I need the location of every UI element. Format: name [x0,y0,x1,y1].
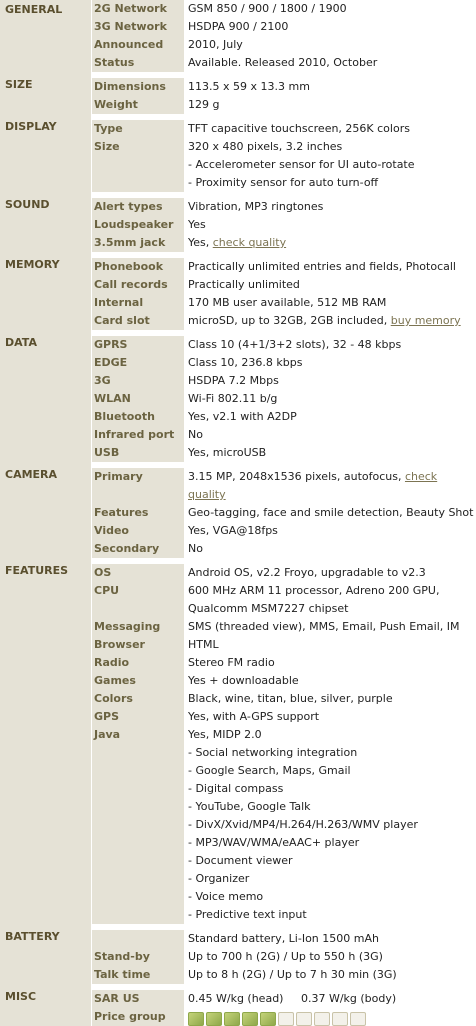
spec-row [0,561,476,582]
spec-row [0,333,476,354]
spec-label[interactable]: USB [92,444,185,465]
spec-value: 2010, July [184,36,476,54]
spec-value: Yes, VGA@18fps [184,522,476,540]
spec-label[interactable]: 3G [92,372,185,390]
spec-label[interactable]: Weight [92,96,185,117]
spec-extra-item: - Google Search, Maps, Gmail [188,764,351,777]
spec-value [184,234,476,255]
spec-extra-item: - Document viewer [188,854,293,867]
spec-extra-item: - Accelerometer sensor for UI auto-rotate [188,158,415,171]
spec-label[interactable]: Primary [92,465,185,504]
check-quality-link[interactable]: check quality [188,470,438,501]
spec-extra-item: - Organizer [188,872,250,885]
spec-label[interactable]: Infrared port [92,426,185,444]
spec-value-line: Qualcomm MSM7227 chipset [188,602,349,615]
spec-label-empty [92,156,185,195]
spec-label[interactable]: Talk time [92,966,185,987]
price-group-rating [188,1012,366,1026]
spec-value: Yes [184,216,476,234]
section-title-battery: BATTERY [0,927,92,987]
spec-extra-item: - Social networking integration [188,746,358,759]
section-title-general: GENERAL [0,0,92,75]
spec-label[interactable]: Announced [92,36,185,54]
spec-value: Android OS, v2.2 Froyo, upgradable to v2.3 [184,561,476,582]
spec-row [0,987,476,1008]
section-title-size: SIZE [0,75,92,117]
spec-extra-list [184,744,476,927]
section-title-memory: MEMORY [0,255,92,333]
spec-label[interactable]: WLAN [92,390,185,408]
spec-label[interactable]: Messaging [92,618,185,636]
spec-value [184,312,476,333]
spec-label[interactable]: Type [92,117,185,138]
spec-extra-item: - Proximity sensor for auto turn-off [188,176,379,189]
spec-value: HTML [184,636,476,654]
spec-label[interactable]: Size [92,138,185,156]
spec-value: Yes, with A-GPS support [184,708,476,726]
spec-label[interactable]: Bluetooth [92,408,185,426]
section-title-display: DISPLAY [0,117,92,195]
spec-label[interactable]: CPU [92,582,185,618]
spec-extra-item: - DivX/Xvid/MP4/H.264/H.263/WMV player [188,818,418,831]
spec-label[interactable]: Alert types [92,195,185,216]
spec-label-empty [92,927,185,948]
spec-value: Yes, v2.1 with A2DP [184,408,476,426]
price-box-filled-icon [224,1012,240,1026]
spec-extra-list [184,156,476,195]
spec-value: Class 10 (4+1/3+2 slots), 32 - 48 kbps [184,333,476,354]
spec-label[interactable]: OS [92,561,185,582]
price-box-filled-icon [206,1012,222,1026]
spec-value: Up to 8 h (2G) / Up to 7 h 30 min (3G) [184,966,476,987]
check-quality-link[interactable]: check quality [212,236,287,249]
price-box-empty-icon [350,1012,366,1026]
spec-value: 320 x 480 pixels, 3.2 inches [184,138,476,156]
spec-row [0,255,476,276]
section-title-misc: MISC [0,987,92,1026]
spec-label[interactable]: Java [92,726,185,744]
spec-value-line: 600 MHz ARM 11 processor, Adreno 200 GPU, [188,584,440,597]
spec-value: Practically unlimited [184,276,476,294]
spec-extra-item: - Voice memo [188,890,264,903]
section-title-features: FEATURES [0,561,92,927]
spec-value: Yes + downloadable [184,672,476,690]
spec-label[interactable]: Video [92,522,185,540]
spec-row [0,465,476,504]
spec-value [184,465,476,504]
spec-row [0,927,476,948]
section-title-camera: CAMERA [0,465,92,561]
spec-label[interactable]: Dimensions [92,75,185,96]
spec-label[interactable]: Card slot [92,312,185,333]
spec-label[interactable]: GPS [92,708,185,726]
spec-label[interactable]: Price group [92,1008,185,1026]
spec-label[interactable]: EDGE [92,354,185,372]
spec-extra-item: - MP3/WAV/WMA/eAAC+ player [188,836,360,849]
spec-value: Geo-tagging, face and smile detection, Beauty Shot [184,504,476,522]
spec-value: Standard battery, Li-Ion 1500 mAh [184,927,476,948]
spec-value: 170 MB user available, 512 MB RAM [184,294,476,312]
spec-value-text: Yes, [188,236,213,249]
price-box-empty-icon [278,1012,294,1026]
spec-label[interactable]: SAR US [92,987,185,1008]
spec-value: Stereo FM radio [184,654,476,672]
spec-value: Wi-Fi 802.11 b/g [184,390,476,408]
spec-value: Yes, microUSB [184,444,476,465]
price-box-empty-icon [332,1012,348,1026]
price-group-value [184,1008,476,1026]
spec-value [184,582,476,618]
spec-extra-item: - Predictive text input [188,908,307,921]
spec-value-text: 3.15 MP, 2048x1536 pixels, autofocus, [188,470,405,483]
spec-label[interactable]: Games [92,672,185,690]
spec-extra-item: - YouTube, Google Talk [188,800,311,813]
spec-row [0,75,476,96]
spec-value: 0.45 W/kg (head) 0.37 W/kg (body) [184,987,476,1008]
spec-value: Vibration, MP3 ringtones [184,195,476,216]
spec-value: Available. Released 2010, October [184,54,476,75]
spec-value: Up to 700 h (2G) / Up to 550 h (3G) [184,948,476,966]
spec-label[interactable]: 3G Network [92,18,185,36]
spec-value: TFT capacitive touchscreen, 256K colors [184,117,476,138]
spec-label[interactable]: 2G Network [92,0,185,18]
price-box-filled-icon [188,1012,204,1026]
spec-row [0,0,476,18]
spec-row [0,117,476,138]
section-title-data: DATA [0,333,92,465]
spec-row [0,195,476,216]
spec-extra-item: - Digital compass [188,782,284,795]
spec-label[interactable]: Phonebook [92,255,185,276]
spec-value: SMS (threaded view), MMS, Email, Push Email, IM [184,618,476,636]
spec-label[interactable]: Internal [92,294,185,312]
spec-label[interactable]: Radio [92,654,185,672]
buy-memory-link[interactable]: buy memory [390,314,461,327]
spec-label[interactable]: Features [92,504,185,522]
spec-label[interactable]: Colors [92,690,185,708]
section-title-sound: SOUND [0,195,92,255]
spec-label-empty [92,744,185,927]
spec-value: No [184,426,476,444]
spec-label[interactable]: Stand-by [92,948,185,966]
spec-value: Black, wine, titan, blue, silver, purple [184,690,476,708]
spec-value: HSDPA 900 / 2100 [184,18,476,36]
spec-value: 129 g [184,96,476,117]
spec-value-text: microSD, up to 32GB, 2GB included, [188,314,391,327]
spec-value: No [184,540,476,561]
spec-value: HSDPA 7.2 Mbps [184,372,476,390]
spec-label[interactable]: Secondary [92,540,185,561]
price-box-filled-icon [242,1012,258,1026]
spec-value: Yes, MIDP 2.0 [184,726,476,744]
spec-value: GSM 850 / 900 / 1800 / 1900 [184,0,476,18]
price-box-empty-icon [314,1012,330,1026]
spec-label[interactable]: GPRS [92,333,185,354]
spec-value: Practically unlimited entries and fields, Photocall [184,255,476,276]
spec-label[interactable]: Status [92,54,185,75]
spec-value: Class 10, 236.8 kbps [184,354,476,372]
spec-value: 113.5 x 59 x 13.3 mm [184,75,476,96]
spec-label[interactable]: Browser [92,636,185,654]
spec-label[interactable]: 3.5mm jack [92,234,185,255]
price-box-filled-icon [260,1012,276,1026]
price-box-empty-icon [296,1012,312,1026]
spec-label[interactable]: Loudspeaker [92,216,185,234]
spec-label[interactable]: Call records [92,276,185,294]
